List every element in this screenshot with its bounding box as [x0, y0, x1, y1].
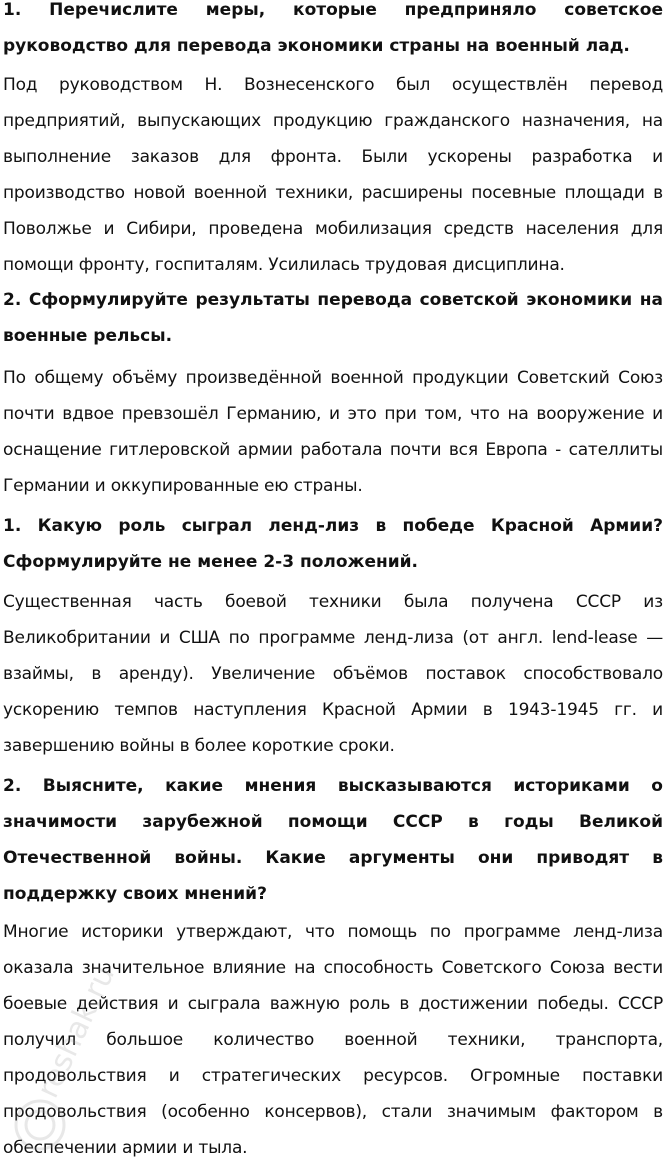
- answer-1: Под руководством Н. Вознесенского был осуществлён перевод предприятий, выпускающих продукцию гражданского назначения, на выполнение заказов для фронта. Были ускорены разработка и производство новой военной техники, расширены посевные площади в Поволжье и Сибири, проведена мобилизация средств населения для помощи фронту, госпиталям. Усилилась трудовая дисциплина.: [3, 75, 663, 275]
- question-1: 1. Перечислите меры, которые предприняло советское руководство для перевода экономики страны на военный лад.: [3, 0, 663, 56]
- question-3: 1. Какую роль сыграл ленд-лиз в победе Красной Армии? Сформулируйте не менее 2-3 положений.: [3, 516, 663, 572]
- question-4: 2. Выясните, какие мнения высказываются историками о значимости зарубежной помощи СССР в годы Великой Отечественной войны. Какие аргументы они приводят в поддержку своих мнений?: [3, 776, 663, 904]
- question-2: 2. Сформулируйте результаты перевода советской экономики на военные рельсы.: [3, 290, 663, 346]
- answer-4: Многие историки утверждают, что помощь по программе ленд-лиза оказала значительное влияние на способность Советского Союза вести боевые действия и сыграла важную роль в достижении победы. СССР получил большое количество военной техники, транспорта, продовольствия и стратегических ресурсов. Огромные поставки продовольствия (особенно консервов), стали значимым фактором в обеспечении армии и тыла.: [3, 922, 663, 1158]
- answer-2: По общему объёму произведённой военной продукции Советский Союз почти вдвое превзошёл Германию, и это при том, что на вооружение и оснащение гитлеровской армии работала почти вся Европа - сателлиты Германии и оккупированные ею страны.: [3, 368, 663, 496]
- watermark-text: reshak.ru: [30, 960, 123, 1104]
- answer-3: Существенная часть боевой техники была получена СССР из Великобритании и США по программе ленд-лиза (от англ. lend-lease — взаймы, в аренду). Увеличение объёмов поставок способствовало ускорению темпов наступления Красной Армии в 1943-1945 гг. и завершению войны в более короткие сроки.: [3, 592, 663, 756]
